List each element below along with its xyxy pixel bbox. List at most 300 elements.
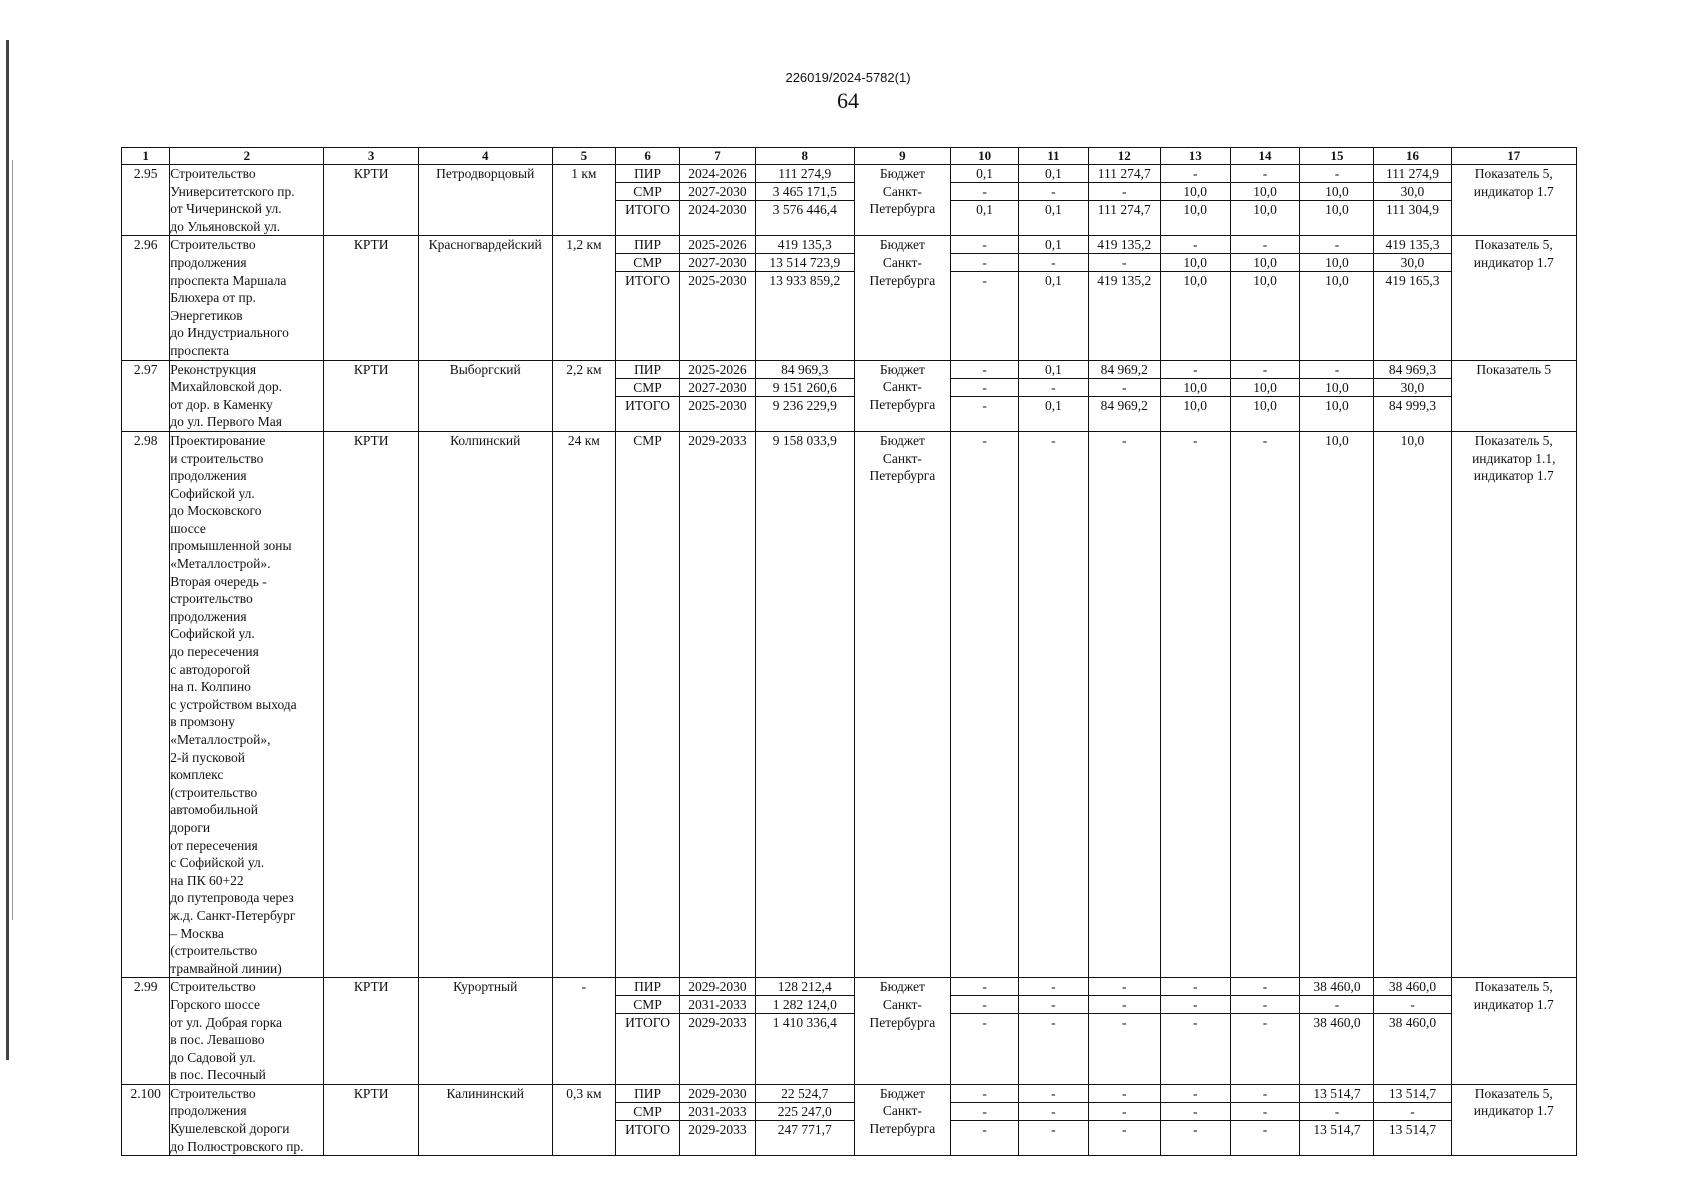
stage-group (1160, 360, 1230, 431)
stage-row (1089, 1014, 1160, 1032)
stage-col16: 419 135,3 (1374, 236, 1450, 254)
stage-row (1089, 1102, 1160, 1120)
stage-row (1300, 396, 1373, 414)
stage-group (679, 1084, 755, 1155)
stage-col14: - (1262, 1121, 1268, 1137)
stage-row (756, 378, 854, 396)
stage-subtable (1089, 165, 1160, 218)
stage-subtable (756, 165, 854, 218)
stage-row (1161, 978, 1230, 996)
column-number: 17 (1451, 148, 1576, 165)
stage-group (679, 360, 755, 431)
stage-col12: 111 274,7 (1089, 165, 1160, 183)
stage-row (756, 1085, 854, 1103)
stage-row (756, 1120, 854, 1138)
row-number: 2.97 (122, 360, 170, 431)
stage-row (1089, 361, 1160, 379)
stage-group (755, 978, 854, 1085)
stage-subtable (1300, 165, 1373, 218)
stage-col13: 10,0 (1183, 273, 1207, 289)
district: Красногвардейский (418, 236, 552, 360)
district: Колпинский (418, 431, 552, 977)
stage-period: 2029-2030 (680, 978, 755, 996)
stage-row (1300, 272, 1373, 290)
column-number: 12 (1088, 148, 1160, 165)
customer: КРТИ (324, 236, 419, 360)
table-row (122, 165, 1577, 236)
stage-row (756, 361, 854, 379)
stage-row (1089, 996, 1160, 1014)
stage-col13: - (1192, 1015, 1198, 1031)
stage-row (1231, 361, 1300, 379)
stage-row (1374, 165, 1450, 183)
stage-row (1231, 236, 1300, 254)
row-number: 2.98 (122, 431, 170, 977)
stage-row (1019, 396, 1088, 414)
stage-col16: 38 460,0 (1374, 978, 1450, 996)
stage-group (1160, 236, 1230, 360)
stage-row (756, 272, 854, 290)
funding-source: Бюджет Санкт- Петербурга (854, 165, 951, 236)
stage-row (1019, 996, 1088, 1014)
stage-col11: - (1019, 978, 1088, 996)
stage-col14: - (1262, 432, 1268, 448)
stage-group (755, 431, 854, 977)
district: Петродворцовый (418, 165, 552, 236)
stage-row (756, 396, 854, 414)
stage-row (1300, 978, 1373, 996)
column-number: 13 (1160, 148, 1230, 165)
stage-col10: - (982, 1121, 987, 1137)
stage-row (1161, 1014, 1230, 1032)
stage-row (616, 432, 679, 449)
length: 2,2 км (552, 360, 616, 431)
stage-col12: - (1089, 183, 1160, 201)
stage-type: ИТОГО (625, 397, 670, 413)
stage-row (616, 183, 679, 201)
stage-col11: - (1019, 378, 1088, 396)
stage-group (1160, 165, 1230, 236)
stage-type: ИТОГО (625, 202, 670, 217)
stage-group (679, 165, 755, 236)
stage-group (1088, 165, 1160, 236)
stage-col16: 13 514,7 (1388, 1121, 1437, 1137)
stage-row (1231, 201, 1300, 219)
stage-row (1231, 1102, 1300, 1120)
column-number: 11 (1018, 148, 1088, 165)
stage-row (951, 183, 1018, 201)
column-number: 10 (951, 148, 1019, 165)
stage-col13: 10,0 (1183, 397, 1207, 413)
stage-total: 9 158 033,9 (772, 432, 837, 448)
indicator: Показатель 5, индикатор 1.7 (1451, 1084, 1576, 1155)
stage-row (1231, 254, 1300, 272)
object-name: Строительство Горского шоссе от ул. Добрая горка в пос. Левашово до Садовой ул. в пос. Песочный (170, 978, 324, 1085)
stage-row (680, 378, 755, 396)
stage-col11: - (1051, 432, 1056, 448)
object-name: Строительство Университетского пр. от Чичеринской ул. до Ульяновской ул. (170, 165, 324, 236)
stage-col15: 10,0 (1300, 254, 1373, 272)
stage-subtable (1300, 978, 1373, 1031)
stage-subtable (616, 236, 679, 289)
stage-col16: 30,0 (1374, 378, 1450, 396)
stage-row (1374, 996, 1450, 1014)
stage-col11: 0,1 (1044, 397, 1062, 413)
stage-group (1374, 360, 1451, 431)
stage-subtable (616, 432, 679, 449)
stage-row (1300, 254, 1373, 272)
stage-col11: - (1051, 1015, 1056, 1031)
stage-col14: - (1231, 361, 1300, 379)
stage-col12: 419 135,2 (1097, 273, 1152, 289)
stage-row (756, 432, 854, 449)
stage-col16: 38 460,0 (1388, 1015, 1437, 1031)
customer: КРТИ (324, 360, 419, 431)
stage-row (1231, 1120, 1300, 1138)
stage-subtable (1019, 236, 1088, 289)
stage-subtable (680, 432, 755, 449)
stage-row (1374, 1085, 1450, 1103)
stage-row (1374, 361, 1450, 379)
stage-col15: 38 460,0 (1300, 978, 1373, 996)
stage-group (1018, 431, 1088, 977)
stage-col12: 111 274,7 (1097, 202, 1151, 217)
column-number: 7 (679, 148, 755, 165)
stage-row (1374, 254, 1450, 272)
stage-col10: - (982, 432, 987, 448)
stage-row (1231, 378, 1300, 396)
stage-period: 2025-2030 (688, 397, 747, 413)
indicator: Показатель 5, индикатор 1.7 (1451, 165, 1576, 236)
stage-group (755, 165, 854, 236)
stage-subtable (1089, 432, 1160, 449)
stage-subtable (1231, 432, 1300, 449)
stage-row (680, 254, 755, 272)
column-number: 14 (1230, 148, 1300, 165)
table-row (122, 978, 1577, 1085)
stage-type: ПИР (616, 1085, 679, 1103)
stage-total: 84 969,3 (756, 361, 854, 379)
stage-subtable (951, 236, 1018, 289)
stage-row (616, 254, 679, 272)
length: 0,3 км (552, 1084, 616, 1155)
stage-period: 2029-2030 (680, 1085, 755, 1103)
stage-period: 2029-2033 (688, 1121, 747, 1137)
stage-group (755, 1084, 854, 1155)
stage-subtable (1019, 361, 1088, 414)
stage-type: ПИР (616, 165, 679, 183)
stage-row (1089, 272, 1160, 290)
stage-row (756, 978, 854, 996)
stage-row (1161, 254, 1230, 272)
stage-group (1374, 978, 1451, 1085)
stage-type: СМР (616, 183, 679, 201)
stage-period: 2027-2030 (680, 378, 755, 396)
stage-row (951, 1102, 1018, 1120)
column-number: 3 (324, 148, 419, 165)
table-row (122, 1084, 1577, 1155)
stage-period: 2027-2030 (680, 254, 755, 272)
stage-total: 9 151 260,6 (756, 378, 854, 396)
stage-row (1089, 396, 1160, 414)
stage-row (1161, 236, 1230, 254)
stage-group (1018, 978, 1088, 1085)
stage-subtable (1374, 361, 1450, 414)
stage-row (1019, 183, 1088, 201)
stage-group (1300, 236, 1374, 360)
stage-group (1300, 1084, 1374, 1155)
stage-row (1231, 272, 1300, 290)
stage-col11: - (1051, 1121, 1056, 1137)
stage-row (756, 183, 854, 201)
stage-row (680, 272, 755, 290)
stage-total: 419 135,3 (756, 236, 854, 254)
stage-row (1019, 201, 1088, 219)
stage-row (1019, 1102, 1088, 1120)
stage-col15: 10,0 (1325, 273, 1349, 289)
stage-col10: - (951, 378, 1018, 396)
stage-row (1019, 432, 1088, 449)
stage-row (951, 165, 1018, 183)
column-number: 9 (854, 148, 951, 165)
stage-subtable (1300, 361, 1373, 414)
stage-group (755, 360, 854, 431)
stage-col14: - (1231, 236, 1300, 254)
stage-row (1019, 361, 1088, 379)
stage-col12: - (1089, 978, 1160, 996)
stage-col11: - (1019, 1085, 1088, 1103)
stage-row (616, 272, 679, 290)
stage-col15: 10,0 (1325, 432, 1349, 448)
stage-row (951, 996, 1018, 1014)
stage-group (679, 431, 755, 977)
stage-subtable (1089, 236, 1160, 289)
stage-row (1019, 236, 1088, 254)
stage-type: ПИР (616, 236, 679, 254)
stage-row (1089, 1120, 1160, 1138)
stage-group (616, 236, 680, 360)
stage-group (1088, 431, 1160, 977)
stage-subtable (1019, 165, 1088, 218)
stage-subtable (1019, 1085, 1088, 1138)
stage-row (616, 378, 679, 396)
district: Выборгский (418, 360, 552, 431)
stage-row (680, 1102, 755, 1120)
stage-group (1230, 360, 1300, 431)
stage-col11: 0,1 (1019, 236, 1088, 254)
stage-col10: - (982, 1015, 987, 1031)
stage-subtable (951, 1085, 1018, 1138)
stage-subtable (756, 1085, 854, 1138)
row-number: 2.99 (122, 978, 170, 1085)
stage-row (1161, 396, 1230, 414)
stage-row (1019, 272, 1088, 290)
stage-row (616, 236, 679, 254)
stage-col14: - (1231, 1102, 1300, 1120)
stage-row (951, 396, 1018, 414)
stage-subtable (1231, 978, 1300, 1031)
stage-col16: 419 165,3 (1385, 273, 1440, 289)
stage-row (1300, 996, 1373, 1014)
stage-group (616, 165, 680, 236)
stage-row (951, 361, 1018, 379)
stage-row (1161, 272, 1230, 290)
stage-row (1231, 1014, 1300, 1032)
stage-row (1300, 361, 1373, 379)
table-row (122, 431, 1577, 977)
stage-col10: - (951, 254, 1018, 272)
stage-col12: - (1122, 432, 1127, 448)
stage-type: СМР (616, 378, 679, 396)
stage-col16: 10,0 (1400, 432, 1425, 448)
stage-period: 2031-2033 (680, 996, 755, 1014)
stage-group (1300, 360, 1374, 431)
stage-total: 1 282 124,0 (756, 996, 854, 1014)
funding-source: Бюджет Санкт- Петербурга (854, 236, 951, 360)
stage-group (1088, 236, 1160, 360)
stage-total: 111 274,9 (756, 165, 854, 183)
scan-edge-mark-thin (12, 160, 13, 920)
stage-col13: - (1161, 236, 1230, 254)
stage-row (1374, 396, 1450, 414)
stage-col10: - (951, 236, 1018, 254)
stage-row (1089, 378, 1160, 396)
stage-group (1160, 1084, 1230, 1155)
stage-row (1300, 1120, 1373, 1138)
stage-row (1019, 254, 1088, 272)
stage-total: 3 465 171,5 (756, 183, 854, 201)
stage-subtable (1161, 978, 1230, 1031)
stage-row (951, 201, 1018, 219)
stage-row (616, 1120, 679, 1138)
stage-row (1089, 1085, 1160, 1103)
stage-group (1230, 1084, 1300, 1155)
stage-col16: 84 969,3 (1374, 361, 1450, 379)
object-name: Строительство продолжения Кушелевской дороги до Полюстровского пр. (170, 1084, 324, 1155)
stage-col15: 10,0 (1300, 183, 1373, 201)
stage-col13: 10,0 (1161, 183, 1230, 201)
funding-source: Бюджет Санкт- Петербурга (854, 978, 951, 1085)
stage-col16: - (1374, 1102, 1450, 1120)
customer: КРТИ (324, 978, 419, 1085)
stage-row (1161, 1085, 1230, 1103)
stage-row (680, 996, 755, 1014)
stage-row (1161, 1120, 1230, 1138)
stage-row (1300, 432, 1373, 449)
stage-type: ИТОГО (625, 1015, 670, 1031)
stage-row (1300, 1085, 1373, 1103)
stage-row (616, 1085, 679, 1103)
stage-group (951, 165, 1019, 236)
column-number: 8 (755, 148, 854, 165)
stage-subtable (1019, 432, 1088, 449)
stage-row (1300, 378, 1373, 396)
stage-row (1231, 978, 1300, 996)
indicator: Показатель 5, индикатор 1.7 (1451, 236, 1576, 360)
stage-period: 2031-2033 (680, 1102, 755, 1120)
row-number: 2.100 (122, 1084, 170, 1155)
stage-col13: - (1192, 432, 1198, 448)
stage-group (1230, 431, 1300, 977)
stage-col15: - (1300, 361, 1373, 379)
stage-row (756, 254, 854, 272)
stage-row (1161, 165, 1230, 183)
stage-subtable (680, 165, 755, 218)
stage-subtable (1374, 978, 1450, 1031)
column-number: 2 (170, 148, 324, 165)
stage-group (951, 360, 1019, 431)
indicator: Показатель 5 (1451, 360, 1576, 431)
stage-col14: - (1262, 1015, 1268, 1031)
stage-row (1161, 1102, 1230, 1120)
stage-group (616, 1084, 680, 1155)
stage-subtable (1374, 432, 1450, 449)
stage-col11: 0,1 (1044, 273, 1062, 289)
length: - (552, 978, 616, 1085)
stage-period: 2025-2026 (680, 361, 755, 379)
stage-row (616, 201, 679, 219)
stage-type: ПИР (616, 978, 679, 996)
stage-col10: - (951, 978, 1018, 996)
stage-col13: - (1161, 978, 1230, 996)
object-name: Строительство продолжения проспекта Маршала Блюхера от пр. Энергетиков до Индустриального проспекта (170, 236, 324, 360)
stage-total: 9 236 229,9 (772, 397, 837, 413)
stage-subtable (1089, 978, 1160, 1031)
indicator: Показатель 5, индикатор 1.1, индикатор 1.7 (1451, 431, 1576, 977)
stage-subtable (1161, 361, 1230, 414)
stage-row (680, 1014, 755, 1032)
stage-row (1374, 978, 1450, 996)
stage-subtable (616, 978, 679, 1031)
stage-total: 225 247,0 (756, 1102, 854, 1120)
row-number: 2.95 (122, 165, 170, 236)
funding-source: Бюджет Санкт- Петербурга (854, 431, 951, 977)
stage-period: 2027-2030 (680, 183, 755, 201)
stage-subtable (680, 361, 755, 414)
stage-col10: - (982, 397, 987, 413)
stage-row (1374, 378, 1450, 396)
stage-group (616, 431, 680, 977)
stage-subtable (680, 978, 755, 1031)
stage-total: 128 212,4 (756, 978, 854, 996)
row-number: 2.96 (122, 236, 170, 360)
stage-row (1374, 236, 1450, 254)
stage-col16: 111 274,9 (1374, 165, 1450, 183)
stage-row (1374, 272, 1450, 290)
stage-row (1019, 1120, 1088, 1138)
stage-row (1019, 1014, 1088, 1032)
table-body (122, 165, 1577, 1156)
stage-group (1018, 236, 1088, 360)
stage-row (1374, 1102, 1450, 1120)
stage-row (756, 201, 854, 219)
stage-row (1231, 165, 1300, 183)
stage-row (616, 996, 679, 1014)
stage-col12: - (1089, 1085, 1160, 1103)
stage-row (616, 361, 679, 379)
column-number: 16 (1374, 148, 1451, 165)
stage-row (1374, 1014, 1450, 1032)
stage-group (1374, 431, 1451, 977)
stage-col13: 10,0 (1161, 378, 1230, 396)
stage-row (1300, 1014, 1373, 1032)
stage-group (1230, 978, 1300, 1085)
column-number: 15 (1300, 148, 1374, 165)
stage-subtable (1231, 1085, 1300, 1138)
stage-col14: - (1231, 1085, 1300, 1103)
stage-row (1231, 432, 1300, 449)
stage-row (756, 165, 854, 183)
